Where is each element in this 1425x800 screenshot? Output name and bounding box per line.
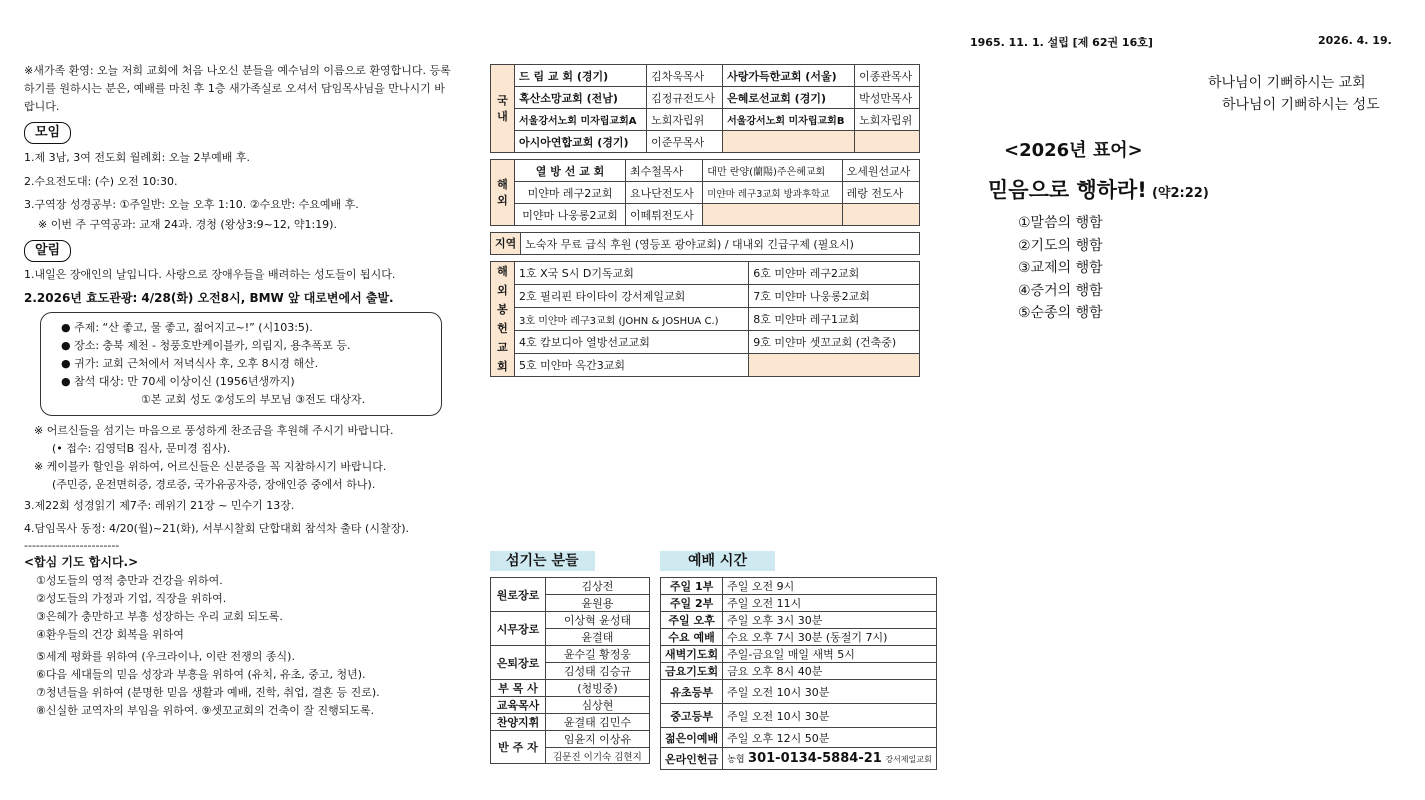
church-cell: 아시아연합교회 (경기): [515, 131, 647, 153]
trip-box: [40, 312, 442, 416]
role-label: 부 목 사: [491, 680, 546, 697]
moim-item: 3.구역장 성경공부: ①주일반: 오늘 오후 1:10. ②수요반: 수요예배 후.: [24, 198, 359, 211]
pastor-cell: 김정규전도사: [647, 87, 723, 109]
church-cell: 미얀마 나웅롱2교회: [515, 204, 626, 226]
servant-name: 윤결태 김민수: [545, 714, 649, 731]
motto-item: ④증거의 행함: [1018, 282, 1103, 299]
domestic-mission-table: [490, 64, 920, 153]
pastor-cell: 이준무목사: [647, 131, 723, 153]
alrim-item: 2.2026년 효도관광: 4/28(화) 오전8시, BMW 앞 대로변에서 출발.: [24, 291, 394, 305]
worship-section: [660, 550, 932, 770]
region-table: [490, 232, 920, 255]
servant-name: 김성태 김승규: [545, 663, 649, 680]
mission-section: [490, 64, 922, 377]
empty-cell: [749, 354, 920, 377]
online-offering-account: [723, 748, 937, 770]
trip-line: ①본 교회 성도 ②성도의 부모님 ③전도 대상자.: [141, 393, 366, 406]
service-name: 수요 예배: [661, 629, 723, 646]
offering-church: 6호 미얀마 레구2교회: [749, 262, 920, 285]
church-cell: 미얀마 레구3교회 방과후학교: [703, 182, 842, 204]
offering-church-table: [490, 261, 920, 377]
servant-name: 임윤지 이상유: [545, 731, 649, 748]
worship-table: [660, 577, 937, 770]
overseas-mission-table: [490, 159, 920, 226]
note-line: (주민증, 운전면허증, 경로증, 국가유공자증, 장애인증 중에서 하나).: [52, 478, 376, 491]
servant-name: 김문진 이기숙 김현지: [545, 748, 649, 764]
service-time: 주일 오전 10시 30분: [723, 704, 937, 728]
founded-info: 1965. 11. 1. 설립 [제 62권 16호]: [970, 36, 1153, 49]
servants-heading: 섬기는 분들: [490, 551, 595, 571]
servant-name: 김상전: [545, 578, 649, 595]
empty-cell: [842, 204, 919, 226]
service-time: 주일 오후 3시 30분: [723, 612, 937, 629]
trip-line: ● 참석 대상: 만 70세 이상이신 (1956년생까지): [61, 375, 295, 388]
pastor-cell: 박성만목사: [855, 87, 920, 109]
account-number: 301-0134-5884-21: [748, 751, 882, 766]
servant-name: (청빙중): [545, 680, 649, 697]
divider: ------------------------: [24, 539, 120, 552]
motto-line: [988, 174, 1209, 204]
overseas-label: 해 외: [491, 160, 515, 226]
region-label: 지역: [491, 233, 521, 255]
service-time: 주일 오전 9시: [723, 578, 937, 595]
service-name: 유초등부: [661, 680, 723, 704]
moim-item: 2.수요전도대: (수) 오전 10:30.: [24, 175, 178, 188]
pastor-cell: 이떼튀전도사: [626, 204, 703, 226]
alrim-item: 3.제22회 성경읽기 제7주: 레위기 21장 ~ 민수기 13장.: [24, 499, 295, 512]
servant-name: 이상혁 윤성태: [545, 612, 649, 629]
empty-cell: [723, 131, 855, 153]
pastor-cell: 노회자립위: [647, 109, 723, 131]
offering-church: 4호 캄보디아 열방선교교회: [515, 331, 749, 354]
servant-name: 심상현: [545, 697, 649, 714]
alrim-heading: 알림: [24, 240, 71, 262]
servant-name: 윤결태: [545, 629, 649, 646]
offering-church: 7호 미얀마 나웅롱2교회: [749, 285, 920, 308]
domestic-label: 국 내: [491, 65, 515, 153]
left-column: [24, 62, 454, 720]
church-cell: 혹산소망교회 (전남): [515, 87, 647, 109]
empty-cell: [703, 204, 842, 226]
trip-line: ● 귀가: 교회 근처에서 저녁식사 후, 오후 8시경 해산.: [61, 357, 319, 370]
service-time: 주일 오전 11시: [723, 595, 937, 612]
note-line: ※ 케이블카 할인을 위하여, 어르신들은 신분증을 꼭 지참하시기 바랍니다.: [34, 460, 387, 473]
alrim-item: 1.내일은 장애인의 날입니다. 사랑으로 장애우들을 배려하는 성도들이 됩시다.: [24, 268, 396, 281]
alrim-item: 4.담임목사 동정: 4/20(월)~21(화), 서부시찰회 단합대회 참석차 출타 (시찰장).: [24, 522, 409, 535]
motto-title: <2026년 표어>: [1004, 140, 1143, 161]
motto-list: [1018, 212, 1103, 325]
offering-church: 8호 미얀마 레구1교회: [749, 308, 920, 331]
offering-church: 9호 미얀마 셋꼬교회 (건축중): [749, 331, 920, 354]
pastor-cell: 이종관목사: [855, 65, 920, 87]
prayer-item: ⑦청년들을 위하여 (분명한 믿음 생활과 예배, 진학, 취업, 결혼 등 진로).: [36, 686, 380, 699]
prayer-item: ③은혜가 충만하고 부흥 성장하는 우리 교회 되도록.: [36, 610, 283, 623]
online-offering-label: 온라인헌금: [661, 748, 723, 770]
service-time: 주일 오후 12시 50분: [723, 728, 937, 748]
church-cell: 드 림 교 회 (경기): [515, 65, 647, 87]
church-cell: 열 방 선 교 회: [515, 160, 626, 182]
prayer-item: ⑤세계 평화를 위하여 (우크라이나, 이란 전쟁의 종식).: [36, 650, 295, 663]
offering-church: 2호 필리핀 타이타이 강서제일교회: [515, 285, 749, 308]
note-line: ※ 어르신들을 섬기는 마음으로 풍성하게 찬조금을 후원해 주시기 바랍니다.: [34, 424, 394, 437]
prayer-item: ⑧신실한 교역자의 부임을 위하여. ⑨셋꼬교회의 건축이 잘 진행되도록.: [36, 704, 375, 717]
motto-text: 믿음으로 행하라!: [988, 178, 1147, 202]
service-time: 주일-금요일 매일 새벽 5시: [723, 646, 937, 663]
pastor-cell: 노회자립위: [855, 109, 920, 131]
service-time: 금요 오후 8시 40분: [723, 663, 937, 680]
motto-item: ③교제의 행함: [1018, 260, 1103, 276]
church-cell: 미얀마 레구2교회: [515, 182, 626, 204]
servant-name: 윤원용: [545, 595, 649, 612]
offering-label: 해 외 봉 헌 교 회: [491, 262, 515, 377]
pastor-cell: 레랑 전도사: [842, 182, 919, 204]
church-cell: 대만 란양(蘭陽)주은혜교회: [703, 160, 842, 182]
role-label: 원로장로: [491, 578, 546, 612]
worship-heading: 예배 시간: [660, 551, 775, 571]
issue-date: 2026. 4. 19.: [1318, 34, 1392, 47]
servant-name: 윤수길 황정웅: [545, 646, 649, 663]
pastor-cell: 요나단전도사: [626, 182, 703, 204]
pastor-cell: 김차욱목사: [647, 65, 723, 87]
prayer-item: ④환우들의 건강 회복을 위하여: [36, 628, 184, 641]
role-label: 은퇴장로: [491, 646, 546, 680]
pastor-cell: 최수철목사: [626, 160, 703, 182]
offering-church: 1호 X국 S시 D기독교회: [515, 262, 749, 285]
prayer-item: ②성도들의 가정과 기업, 직장을 위하여.: [36, 592, 227, 605]
pastor-cell: 오세원선교사: [842, 160, 919, 182]
slogan-church: 하나님이 기뻐하시는 교회: [1208, 75, 1366, 91]
service-name: 주일 오후: [661, 612, 723, 629]
moim-item: ※ 이번 주 구역공과: 교재 24과. 경청 (왕상3:9~12, 약1:19).: [38, 218, 337, 231]
service-name: 중고등부: [661, 704, 723, 728]
church-cell: 서울강서노회 미자립교회A: [515, 109, 647, 131]
service-name: 금요기도회: [661, 663, 723, 680]
prayer-heading: <합심 기도 합시다.>: [24, 555, 139, 569]
servants-section: [490, 550, 650, 764]
service-time: 주일 오전 10시 30분: [723, 680, 937, 704]
motto-item: ⑤순종의 행함: [1018, 305, 1103, 321]
servants-table: [490, 577, 650, 764]
church-cell: 서울강서노회 미자립교회B: [723, 109, 855, 131]
motto-item: ②기도의 행함: [1018, 237, 1103, 254]
region-text: 노숙자 무료 급식 후원 (영등포 광야교회) / 대내외 긴급구제 (필요시): [521, 233, 920, 255]
service-name: 주일 2부: [661, 595, 723, 612]
bank-name: 농협: [727, 755, 745, 765]
offering-church: 3호 미얀마 레구3교회 (JOHN & JOSHUA C.): [515, 308, 749, 331]
prayer-item: ⑥다음 세대들의 믿음 성장과 부흥을 위하여 (유치, 유초, 중고, 청년).: [36, 668, 366, 681]
slogan-saints: 하나님이 기뻐하시는 성도: [1222, 97, 1380, 113]
role-label: 찬양지휘: [491, 714, 546, 731]
moim-item: 1.제 3남, 3여 전도회 월례회: 오늘 2부예배 후.: [24, 151, 251, 164]
welcome-text: ※새가족 환영: 오늘 저희 교회에 처음 나오신 분들을 예수님의 이름으로 환영합니다. 등록하기를 원하시는 분은, 예배를 마친 후 1층 새가족실로 오셔서 담임목사님을 만나시기 바랍니다.: [24, 64, 451, 113]
role-label: 교육목사: [491, 697, 546, 714]
service-name: 주일 1부: [661, 578, 723, 595]
moim-heading: 모임: [24, 122, 71, 144]
account-holder: 강서제일교회: [885, 755, 932, 764]
service-name: 젊은이예배: [661, 728, 723, 748]
service-time: 수요 오후 7시 30분 (동절기 7시): [723, 629, 937, 646]
empty-cell: [855, 131, 920, 153]
prayer-item: ①성도들의 영적 충만과 건강을 위하여.: [36, 574, 223, 587]
offering-church: 5호 미얀마 옥간3교회: [515, 354, 749, 377]
note-line: (• 접수: 김영덕B 집사, 문미경 집사).: [52, 442, 231, 455]
church-cell: 사랑가득한교회 (서울): [723, 65, 855, 87]
motto-reference: (약2:22): [1151, 186, 1209, 201]
trip-line: ● 장소: 충북 제천 - 청풍호반케이블카, 의림지, 용추폭포 등.: [61, 339, 351, 352]
trip-line: ● 주제: “산 좋고, 물 좋고, 젊어지고~!” (시103:5).: [61, 321, 313, 334]
motto-item: ①말씀의 행함: [1018, 215, 1103, 231]
church-cell: 은혜로선교회 (경기): [723, 87, 855, 109]
role-label: 반 주 자: [491, 731, 546, 764]
service-name: 새벽기도회: [661, 646, 723, 663]
role-label: 시무장로: [491, 612, 546, 646]
